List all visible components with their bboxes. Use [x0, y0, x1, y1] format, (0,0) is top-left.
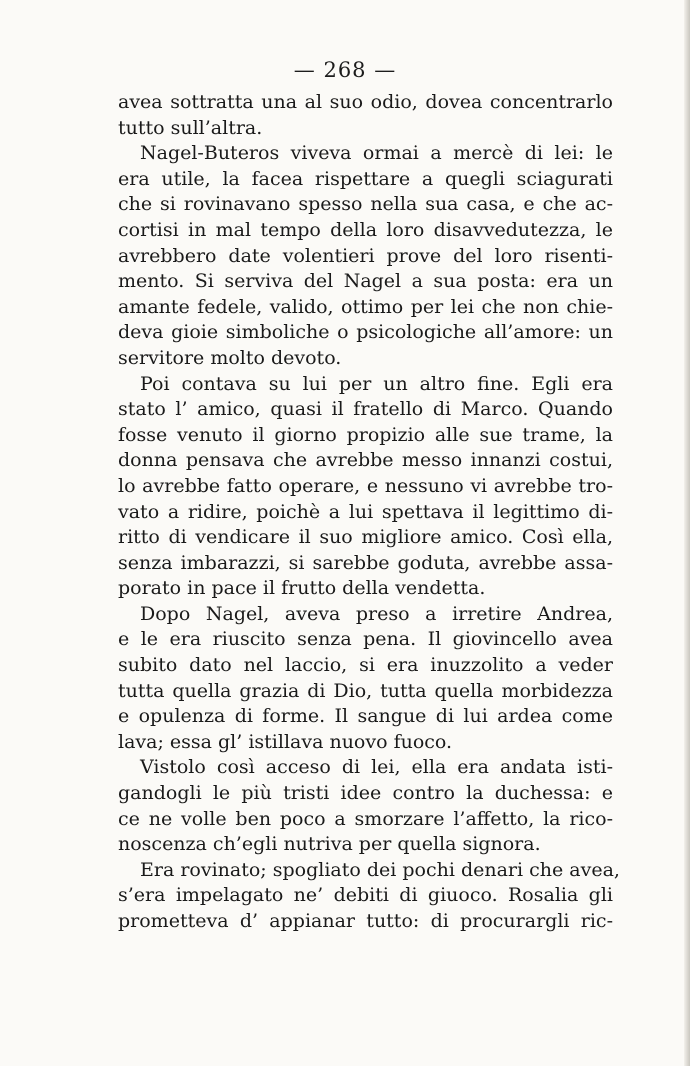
page-number: — 268 — [293, 58, 397, 82]
text-line: gandogli le più tristi idee contro la duchessa: e [118, 782, 613, 805]
text-line: mento. Si serviva del Nagel a sua posta: era un [118, 270, 613, 293]
text-line: porato in pace il frutto della vendetta. [118, 577, 486, 600]
page-edge-shadow [684, 0, 690, 1066]
text-line: Poi contava su lui per un altro fine. Egli era [140, 372, 613, 395]
text-line: cortisi in mal tempo della loro disavvedutezza, le [118, 218, 613, 241]
text-line: tutto sull’altra. [118, 116, 263, 139]
text-line: Nagel-Buteros viveva ormai a mercè di lei: le [140, 142, 613, 165]
text-line: era utile, la facea rispettare a quegli sciagurati [118, 167, 613, 190]
text-line: prometteva d’ appianar tutto: di procurargli ric- [118, 910, 613, 932]
text-line: Era rovinato; spogliato dei pochi denari che avea, [140, 858, 620, 881]
text-line: lo avrebbe fatto operare, e nessuno vi avrebbe tro- [118, 474, 613, 497]
text-line: fosse venuto il giorno propizio alle sue trame, la [118, 423, 613, 446]
text-line: Vistolo così acceso di lei, ella era andata isti- [140, 756, 613, 779]
text-line: servitore molto devoto. [118, 346, 342, 369]
text-line: avrebbero date volentieri prove del loro risenti- [118, 244, 613, 267]
text-line: amante fedele, valido, ottimo per lei che non chie- [118, 295, 613, 318]
text-line: ce ne volle ben poco a smorzare l’affetto, la rico- [118, 807, 613, 830]
text-line: deva gioie simboliche o psicologiche all’amore: un [118, 321, 613, 344]
text-line: subito dato nel laccio, si era inuzzolito a veder [118, 654, 613, 677]
text-line: e le era riuscito senza pena. Il giovincello avea [118, 628, 613, 651]
text-line: vato a ridire, poichè a lui spettava il legittimo di- [118, 500, 613, 523]
text-line: tutta quella grazia di Dio, tutta quella morbidezza [118, 679, 613, 702]
body-text [118, 90, 620, 935]
text-line: ritto di vendicare il suo migliore amico. Così ella, [118, 526, 613, 549]
text-line: s’era impelagato ne’ debiti di giuoco. Rosalia gli [118, 884, 613, 907]
text-line: lava; essa gl’ istillava nuovo fuoco. [118, 730, 453, 753]
text-line: donna pensava che avrebbe messo innanzi costui, [118, 449, 613, 472]
text-line: senza imbarazzi, si sarebbe goduta, avrebbe assa- [118, 551, 613, 574]
text-line: che si rovinavano spesso nella sua casa, e che ac- [118, 193, 613, 216]
text-line: stato l’ amico, quasi il fratello di Marco. Quando [118, 398, 613, 421]
text-line: noscenza ch’egli nutriva per quella signora. [118, 833, 541, 856]
text-line: avea sottratta una al suo odio, dovea concentrarlo [118, 91, 613, 113]
text-line: Dopo Nagel, aveva preso a irretire Andrea, [140, 602, 613, 625]
text-line: e opulenza di forme. Il sangue di lui ardea come [118, 705, 613, 728]
